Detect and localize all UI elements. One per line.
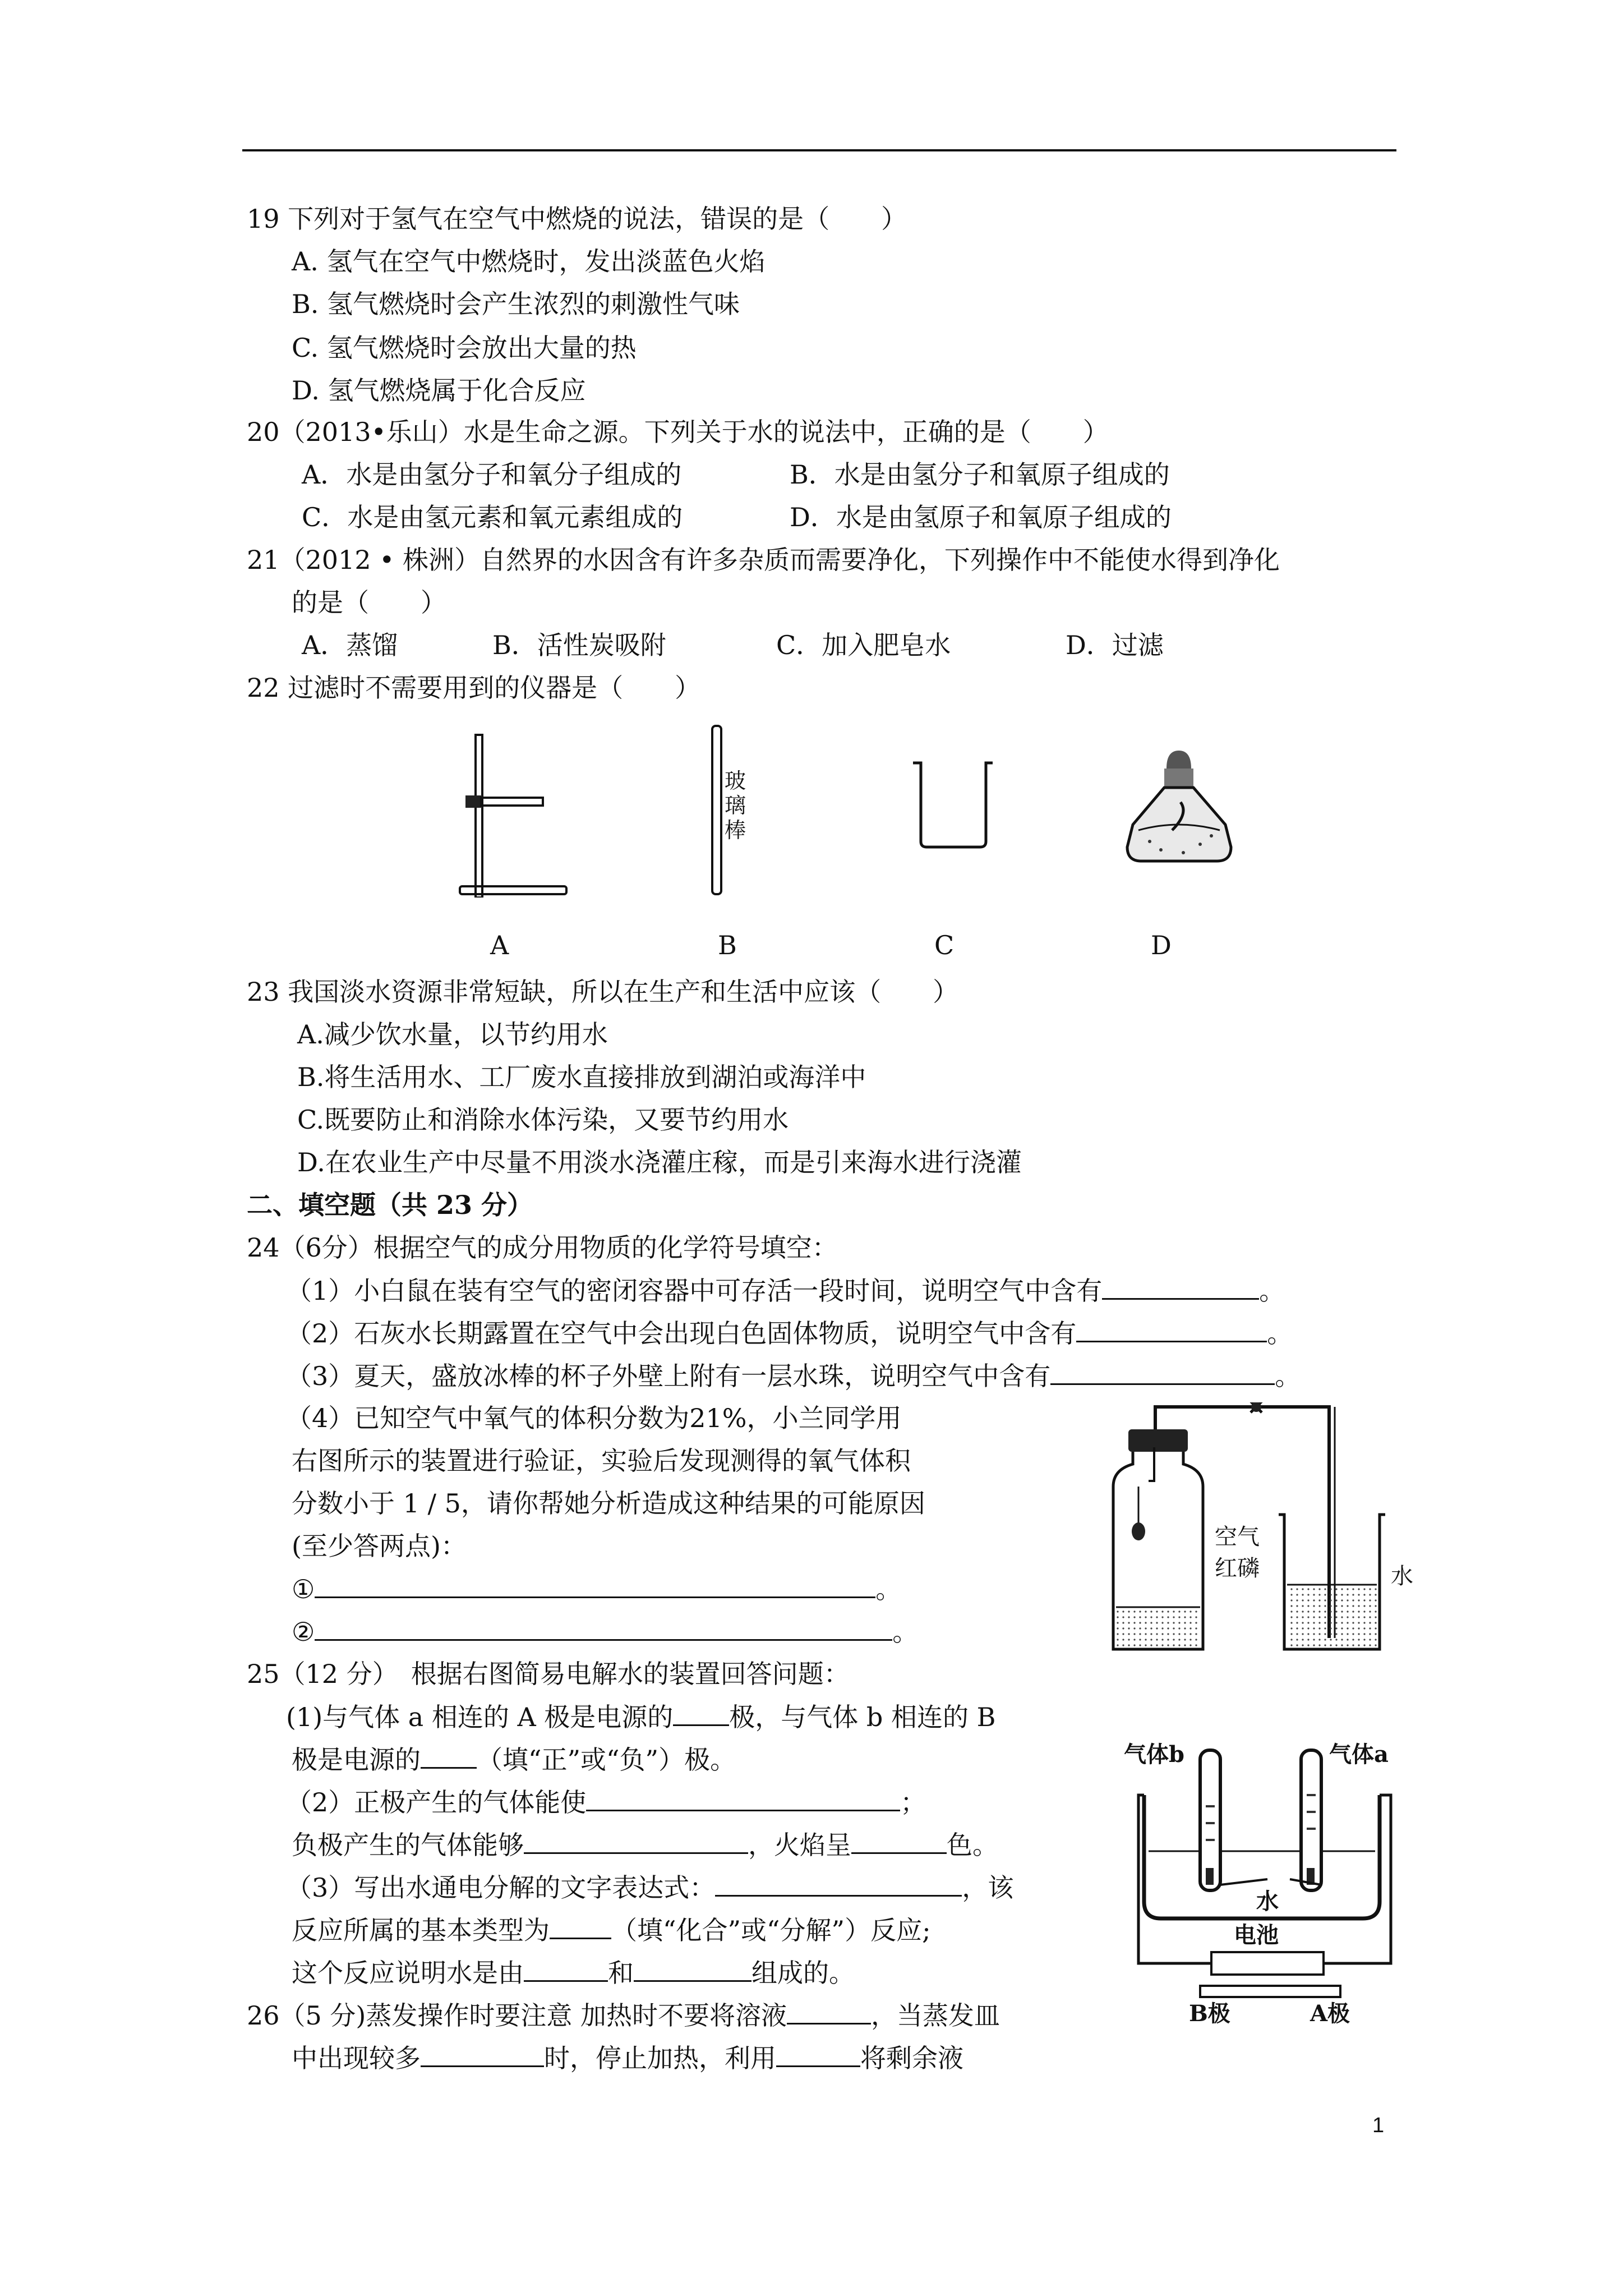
q22-stem: 22 过滤时不需要用到的仪器是（ ） [247,673,701,703]
q25-blank-8[interactable] [524,1955,608,1982]
q19-option-d: D. 氢气燃烧属于化合反应 [292,375,586,406]
q24-part4-line1: （4）已知空气中氧气的体积分数为21%，小兰同学用 [286,1403,902,1433]
q20-option-a: A．水是由氢分子和氧分子组成的 [302,459,682,490]
q24-blank-5[interactable] [315,1614,892,1641]
q25-line3: （2）正极产生的气体能使 ； [286,1785,926,1819]
q24-answer-2: ② 。 [292,1614,918,1649]
q21-stem-cont: 的是（ ） [292,587,446,618]
q26-blank-3[interactable] [776,2041,860,2067]
q25-line2: 极是电源的 （填“正”或“负”）极。 [292,1742,736,1777]
q25-line6: 反应所属的基本类型为 （填“化合”或“分解”）反应; [292,1913,931,1947]
q25-blank-9[interactable] [634,1955,751,1982]
q24-part4-line3: 分数小于 1 / 5，请你帮她分析造成这种结果的可能原因 [292,1488,925,1519]
q19-option-c: C. 氢气燃烧时会放出大量的热 [292,333,637,363]
q25-blank-5[interactable] [851,1828,947,1854]
q19-stem: 19 下列对于氢气在空气中燃烧的说法，错误的是（ ） [247,204,907,234]
glass-rod-label: 玻璃棒 [725,769,746,843]
q24-part4-line2: 右图所示的装置进行验证，实验后发现测得的氧气体积 [292,1446,911,1476]
q25-stem: 25（12 分） 根据右图简易电解水的装置回答问题： [247,1659,850,1689]
fig-gas-a-label: 气体a [1329,1741,1389,1768]
q20-stem: 20（2013•乐山）水是生命之源。下列关于水的说法中，正确的是（ ） [247,417,1109,447]
header-rule [242,149,1396,151]
air-experiment-figure [1094,1402,1430,1660]
q24-part3: （3）夏天，盛放冰棒的杯子外壁上附有一层水珠，说明空气中含有 。 [286,1359,1301,1393]
q25-line5: （3）写出水通电分解的文字表达式： ，该 [286,1870,1013,1904]
q22-label-d: D [1151,930,1172,960]
q21-option-c: C．加入肥皂水 [776,630,951,660]
q26-line2: 中出现较多 时，停止加热，利用 将剩余液 [292,2041,963,2075]
page-number: 1 [1372,2114,1385,2137]
q26-line1: 26（5 分)蒸发操作时要注意 加热时不要将溶液 ，当蒸发皿 [247,1998,1000,2032]
q20-option-c: C．水是由氢元素和氧元素组成的 [302,502,683,532]
section-heading: 二、填空题（共 23 分） [247,1190,533,1220]
fig-phosphorus-label: 红磷 [1215,1556,1260,1581]
q21-option-a: A．蒸馏 [302,630,398,660]
q22-label-c: C [934,930,955,960]
q24-part2: （2）石灰水长期露置在空气中会出现白色固体物质，说明空气中含有 。 [286,1316,1293,1350]
q20-option-b: B．水是由氢分子和氧原子组成的 [790,459,1170,490]
q19-option-b: B. 氢气燃烧时会产生浓烈的刺激性气味 [292,289,740,319]
alcohol-lamp-figure [1116,746,1239,875]
q23-option-c: C.既要防止和消除水体污染，又要节约用水 [297,1105,789,1135]
q25-blank-3[interactable] [586,1785,900,1811]
fig-water-label-2: 水 [1256,1888,1279,1915]
q25-blank-7[interactable] [550,1913,611,1939]
fig-water-label: 水 [1391,1563,1413,1589]
beaker-figure [909,757,998,853]
q24-blank-2[interactable] [1076,1316,1267,1342]
q19-option-a: A. 氢气在空气中燃烧时，发出淡蓝色火焰 [292,246,766,277]
fig-b-pole-label: B极 [1189,2000,1230,2027]
q20-option-d: D．水是由氢原子和氧原子组成的 [790,502,1172,532]
q24-blank-3[interactable] [1050,1359,1275,1385]
fig-a-pole-label: A极 [1310,2000,1350,2027]
q25-blank-4[interactable] [524,1828,748,1854]
q24-part1: （1）小白鼠在装有空气的密闭容器中可存活一段时间，说明空气中含有 。 [286,1273,1285,1308]
q24-blank-4[interactable] [315,1572,875,1598]
q23-option-a: A.减少饮水量，以节约用水 [297,1019,608,1050]
q24-answer-1: ① 。 [292,1572,901,1606]
fig-gas-b-label: 气体b [1124,1741,1184,1768]
q25-blank-1[interactable] [673,1700,729,1726]
q25-line7: 这个反应说明水是由 和 组成的。 [292,1955,855,1990]
q24-part4-line4: (至少答两点)： [292,1531,467,1561]
q25-line4: 负极产生的气体能够 ，火焰呈 色。 [292,1828,998,1862]
q23-stem: 23 我国淡水资源非常短缺，所以在生产和生活中应该（ ） [247,977,959,1007]
q23-option-d: D.在农业生产中尽量不用淡水浇灌庄稼，而是引来海水进行浇灌 [297,1147,1022,1177]
q21-option-b: B．活性炭吸附 [492,630,666,660]
q26-blank-1[interactable] [787,1998,871,2024]
fig-battery-label: 电池 [1234,1922,1279,1948]
q21-option-d: D．过滤 [1066,630,1164,660]
fig-air-label: 空气 [1215,1524,1260,1550]
q24-blank-1[interactable] [1102,1273,1259,1300]
q25-blank-6[interactable] [715,1870,962,1897]
q24-stem: 24（6分）根据空气的成分用物质的化学符号填空： [247,1232,838,1263]
q25-line1: (1)与气体 a 相连的 A 极是电源的 极，与气体 b 相连的 B [286,1700,995,1734]
q25-blank-2[interactable] [421,1742,477,1769]
q21-stem: 21（2012 • 株洲）自然界的水因含有许多杂质而需要净化，下列操作中不能使水得到净化 [247,545,1280,575]
q22-label-a: A [490,930,509,960]
q22-label-b: B [718,930,737,960]
q23-option-b: B.将生活用水、工厂废水直接排放到湖泊或海洋中 [297,1062,866,1092]
q26-blank-2[interactable] [421,2041,544,2067]
iron-stand-figure [449,729,578,898]
